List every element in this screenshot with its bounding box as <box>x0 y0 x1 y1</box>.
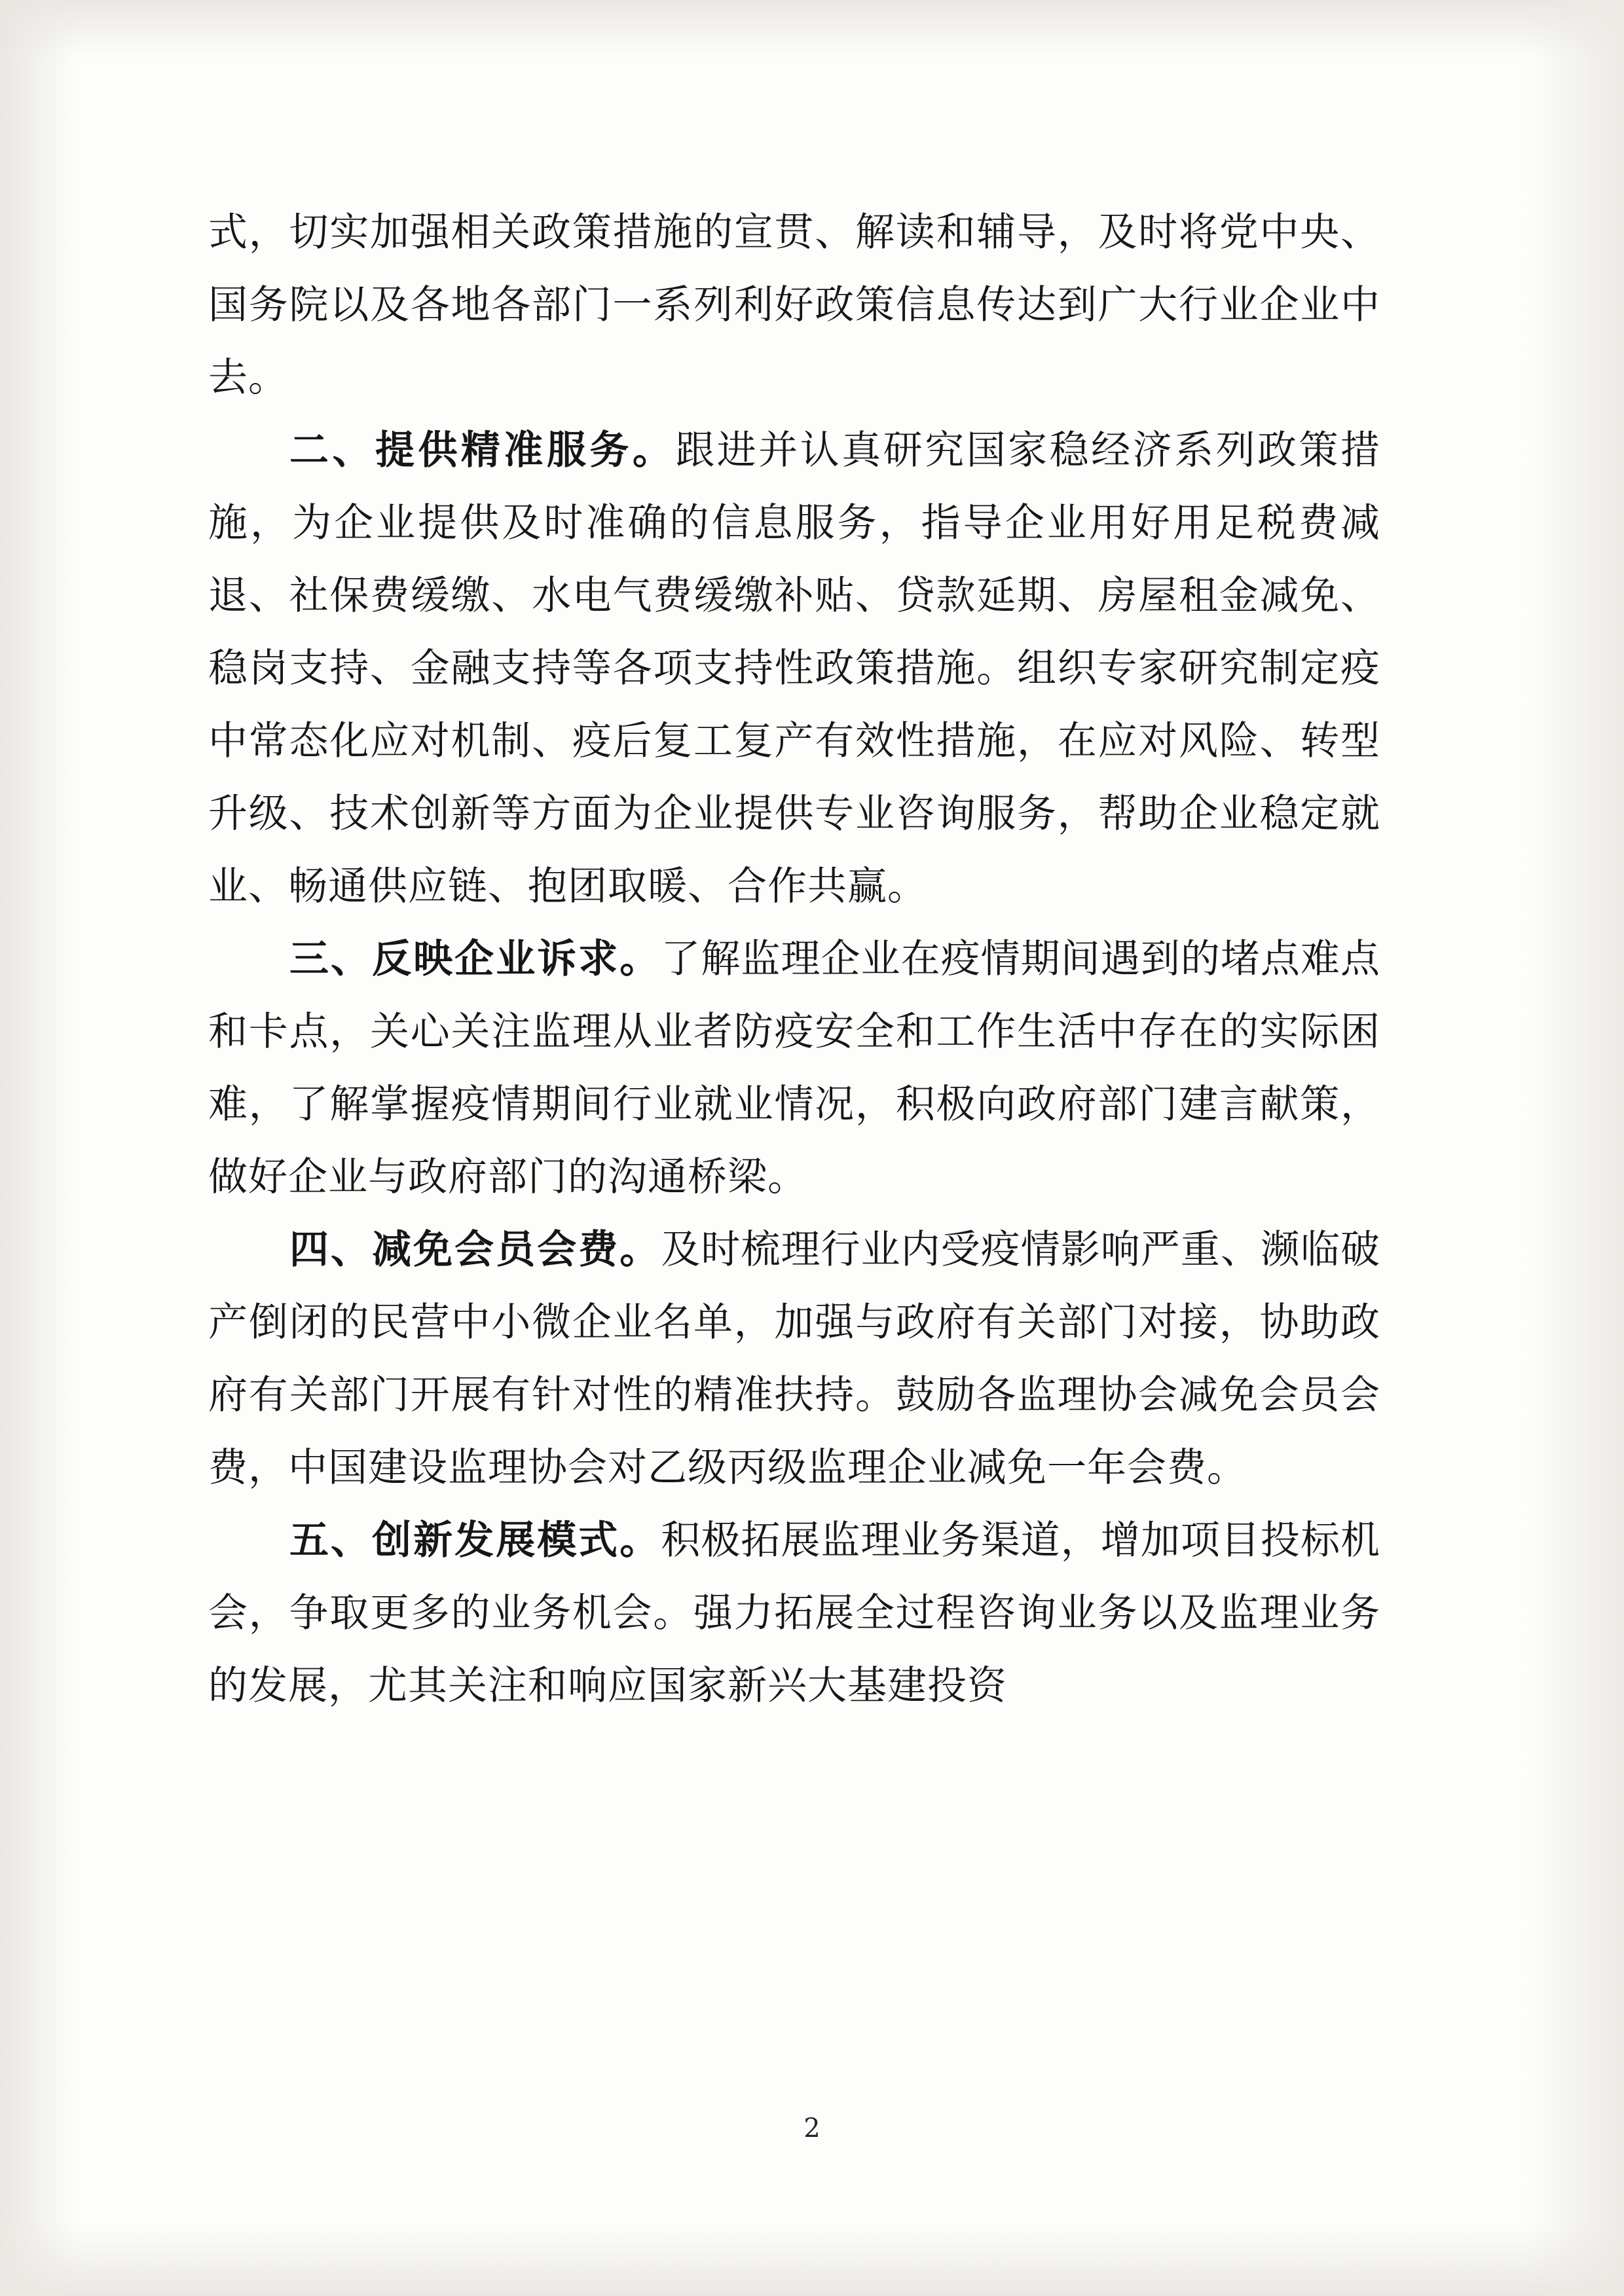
section-four <box>208 1214 1380 1504</box>
section-four-text: 及时梳理行业内受疫情影响严重、濒临破产倒闭的民营中小微企业名单，加强与政府有关部门对接，协助政府有关部门开展有针对性的精准扶持。鼓励各监理协会减免会员会费，中国建设监理协会对乙级丙级监理企业减免一年会费。 <box>208 1227 1381 1491</box>
section-five <box>208 1504 1380 1722</box>
scan-edge-bottom <box>0 2224 1624 2296</box>
paragraph-continuation <box>208 196 1380 414</box>
section-five-heading: 五、创新发展模式。 <box>289 1518 661 1563</box>
document-body <box>208 196 1380 1722</box>
scan-edge-left <box>0 0 79 2296</box>
paragraph-text: 式，切实加强相关政策措施的宣贯、解读和辅导，及时将党中央、国务院以及各地各部门一系列利好政策信息传达到广大行业企业中去。 <box>208 210 1380 401</box>
page-number: 2 <box>803 2113 821 2143</box>
section-three <box>208 923 1380 1214</box>
section-two-heading: 二、提供精准服务。 <box>289 428 676 473</box>
section-two-text: 跟进并认真研究国家稳经济系列政策措施，为企业提供及时准确的信息服务，指导企业用好用足税费减退、社保费缓缴、水电气费缓缴补贴、贷款延期、房屋租金减免、稳岗支持、金融支持等各项支持性政策措施。组织专家研究制定疫中常态化应对机制、疫后复工复产有效性措施，在应对风险、转型升级、技术创新等方面为企业提供专业咨询服务，帮助企业稳定就业、畅通供应链、抱团取暖、合作共赢。 <box>208 428 1381 909</box>
scan-edge-right <box>1526 0 1624 2296</box>
section-five-text: 积极拓展监理业务渠道，增加项目投标机会，争取更多的业务机会。强力拓展全过程咨询业务以及监理业务的发展，尤其关注和响应国家新兴大基建投资 <box>208 1518 1381 1709</box>
section-two <box>208 414 1380 923</box>
scan-edge-top <box>0 0 1624 59</box>
section-three-text: 了解监理企业在疫情期间遇到的堵点难点和卡点，关心关注监理从业者防疫安全和工作生活中存在的实际困难，了解掌握疫情期间行业就业情况，积极向政府部门建言献策，做好企业与政府部门的沟通桥梁。 <box>208 936 1381 1200</box>
section-four-heading: 四、减免会员会费。 <box>289 1227 661 1273</box>
section-three-heading: 三、反映企业诉求。 <box>289 936 661 982</box>
